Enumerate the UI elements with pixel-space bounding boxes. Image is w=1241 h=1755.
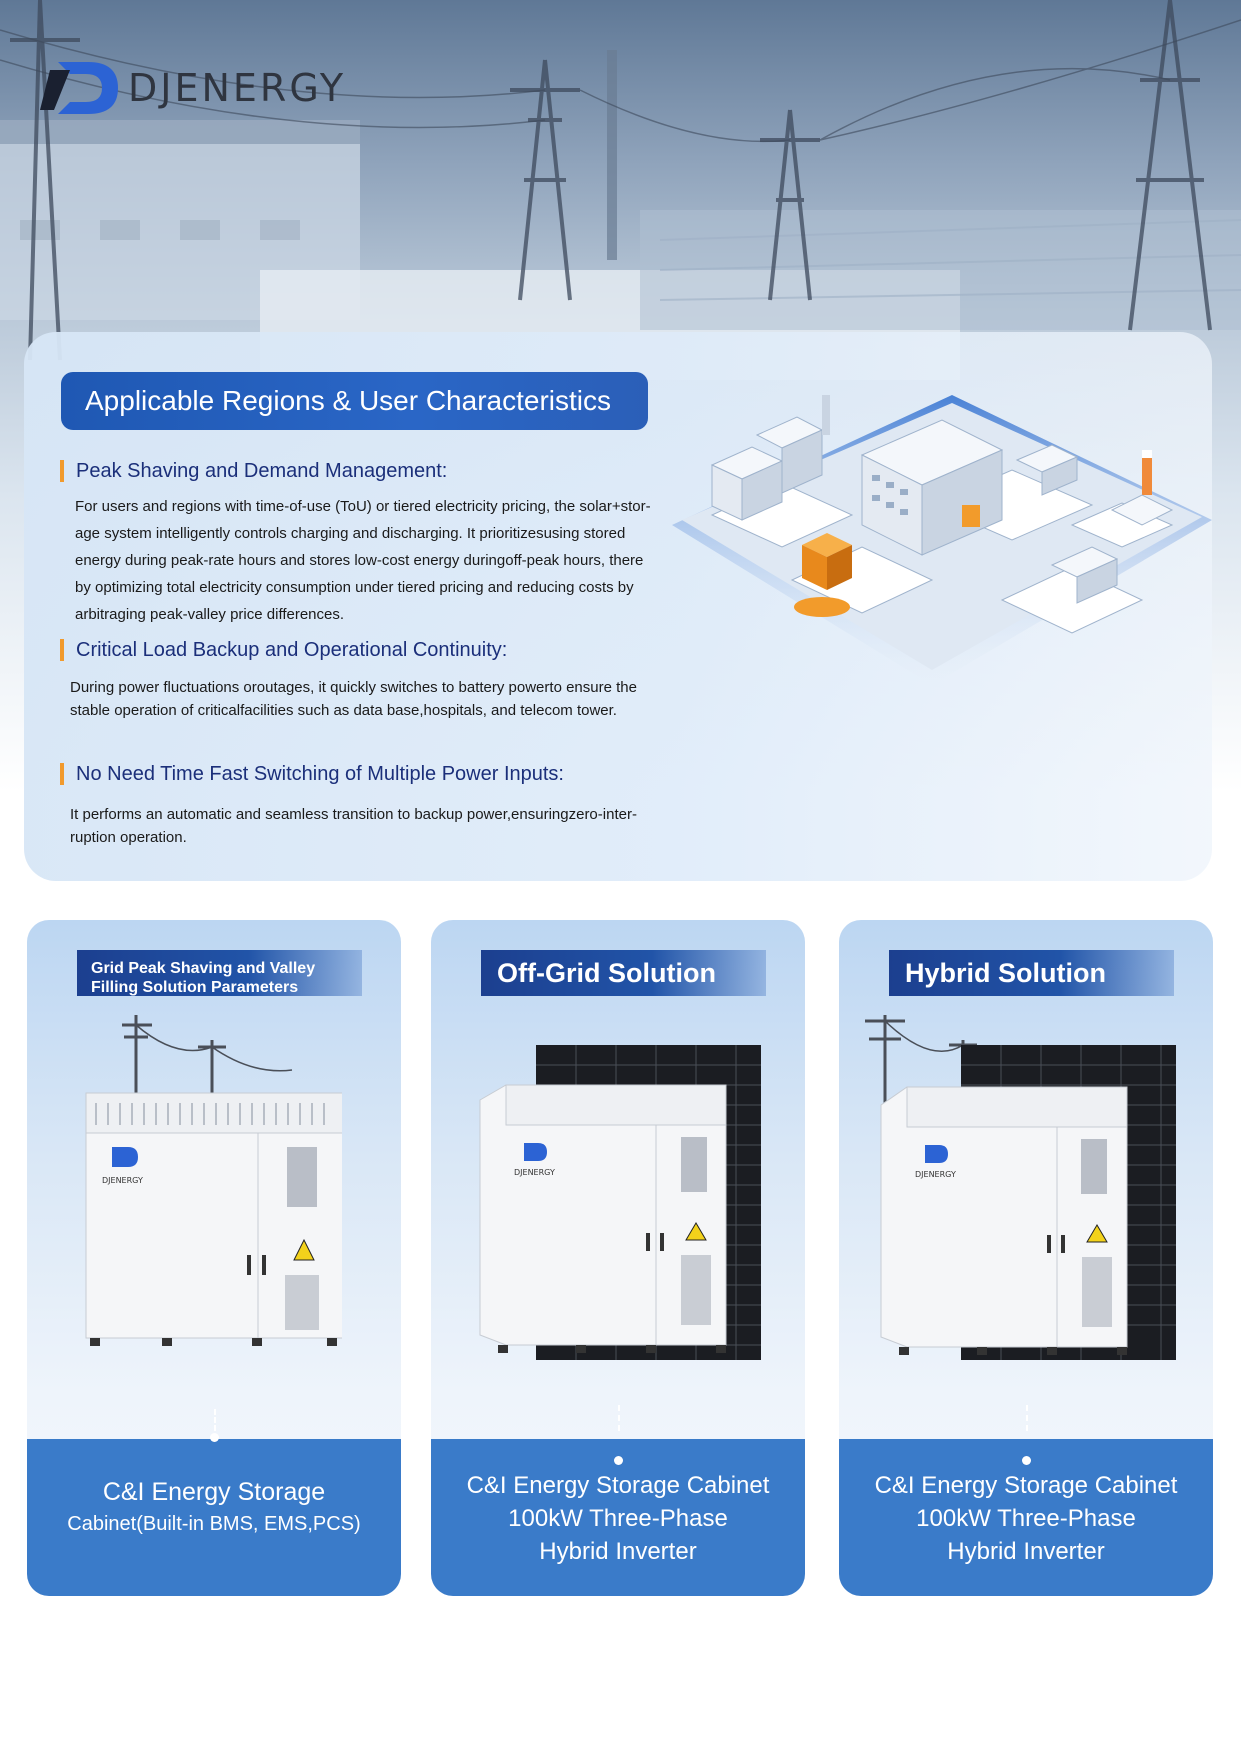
card-caption-area bbox=[839, 1439, 1213, 1596]
heading-peak-shaving: Peak Shaving and Demand Management: bbox=[60, 460, 447, 482]
tag-line: Grid Peak Shaving and Valley bbox=[91, 960, 316, 977]
cabinet-logo-text: DJENERGY bbox=[514, 1168, 555, 1177]
caption-line: 100kW Three-Phase bbox=[916, 1505, 1136, 1532]
text-line: stable operation of criticalfacilities such as data base,hospitals, and telecom tower. bbox=[70, 702, 617, 719]
cabinet-logo-text: DJENERGY bbox=[102, 1176, 143, 1185]
text-line: It performs an automatic and seamless transition to backup power,ensuringzero-inter- bbox=[70, 806, 637, 823]
solution-card-off-grid[interactable] bbox=[431, 920, 805, 1596]
card-tag: Off-Grid Solution bbox=[481, 950, 766, 996]
caption-line: Hybrid Inverter bbox=[539, 1538, 697, 1565]
card-caption-area bbox=[27, 1439, 401, 1596]
text-critical-load bbox=[70, 676, 637, 722]
text-line: arbitraging peak-valley price differences. bbox=[75, 606, 345, 623]
heading-fast-switching: No Need Time Fast Switching of Multiple Power Inputs: bbox=[60, 763, 564, 785]
energy-storage-cabinet-image bbox=[82, 1015, 342, 1355]
cabinet-with-solar-panels-image bbox=[476, 1045, 766, 1360]
text-fast-switching bbox=[70, 803, 637, 849]
connector-dot bbox=[1022, 1456, 1031, 1465]
industrial-park-illustration bbox=[672, 395, 1212, 685]
text-peak-shaving bbox=[75, 493, 651, 628]
caption-line: C&I Energy Storage Cabinet bbox=[874, 1472, 1178, 1499]
brand-logo bbox=[40, 58, 346, 118]
connector-dot bbox=[614, 1456, 623, 1465]
card-tag bbox=[77, 950, 362, 996]
caption-line: C&I Energy Storage bbox=[102, 1478, 326, 1506]
tag-line: Filling Solution Parameters bbox=[91, 979, 299, 996]
text-line: For users and regions with time-of-use (ToU) or tiered electricity pricing, the solar+stor- bbox=[75, 498, 651, 515]
caption-line: 100kW Three-Phase bbox=[508, 1505, 728, 1532]
card-caption-area bbox=[431, 1439, 805, 1596]
text-line: ruption operation. bbox=[70, 829, 187, 846]
cabinet-with-grid-and-solar-image bbox=[861, 1015, 1181, 1360]
connector-line bbox=[1026, 1405, 1028, 1431]
caption-line: Cabinet(Built-in BMS, EMS,PCS) bbox=[67, 1513, 361, 1535]
heading-critical-load: Critical Load Backup and Operational Continuity: bbox=[60, 639, 507, 661]
cabinet-logo-text: DJENERGY bbox=[915, 1170, 956, 1179]
text-line: energy during peak-rate hours and stores low-cost energy duringoff-peak hours, there bbox=[75, 552, 644, 569]
solution-card-grid-peak[interactable] bbox=[27, 920, 401, 1596]
connector-line bbox=[214, 1409, 216, 1431]
text-line: age system intelligently controls charging and discharging. It prioritizesusing stored bbox=[75, 525, 626, 542]
caption-line: Hybrid Inverter bbox=[947, 1538, 1105, 1565]
text-line: by optimizing total electricity consumption under tiered pricing and reducing costs by bbox=[75, 579, 634, 596]
solution-card-hybrid[interactable] bbox=[839, 920, 1213, 1596]
djenergy-logo-icon bbox=[40, 58, 120, 118]
brand-name: DJENERGY bbox=[128, 66, 347, 110]
section-title: Applicable Regions & User Characteristics bbox=[61, 372, 648, 430]
card-tag: Hybrid Solution bbox=[889, 950, 1174, 996]
connector-line bbox=[618, 1405, 620, 1431]
connector-dot bbox=[210, 1433, 219, 1442]
caption-line: C&I Energy Storage Cabinet bbox=[466, 1472, 770, 1499]
text-line: During power fluctuations oroutages, it quickly switches to battery powerto ensure the bbox=[70, 679, 637, 696]
